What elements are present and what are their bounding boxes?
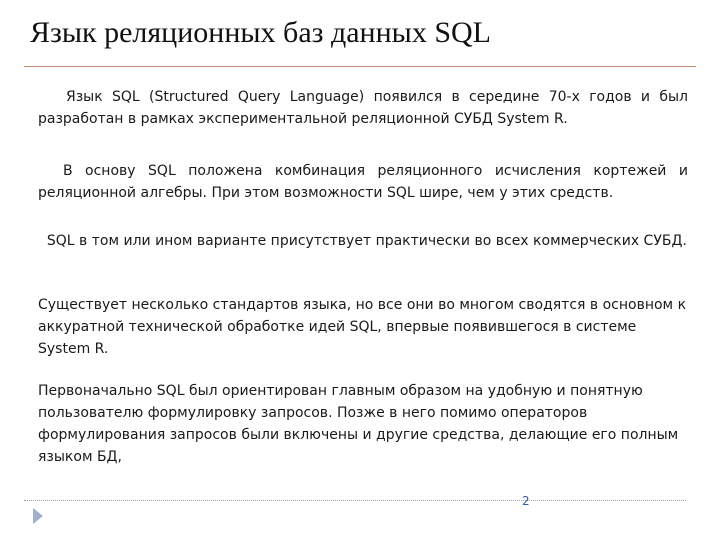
paragraph-sql-queries: Первоначально SQL был ориентирован главным образом на удобную и понятную пользователю формулировку запросов. Позже в него помимо операторов формулирования запросов были включены и другие средства, делающие его полным языком БД, — [38, 383, 679, 465]
paragraph-sql-standards: Существует несколько стандартов языка, но все они во многом сводятся в основном к аккуратной технической обработке идей SQL, впервые появившегося в системе System R. — [38, 297, 687, 357]
page-number: 2 — [522, 494, 530, 508]
title-divider — [24, 66, 696, 67]
paragraph-sql-origin: Язык SQL (Structured Query Language) появился в середине 70-х годов и был разработан в рамках экспериментальной реляционной СУБД System R. — [38, 89, 688, 127]
triangle-arrow-icon — [32, 507, 44, 525]
paragraph-sql-commercial: SQL в том или ином варианте присутствует практически во всех коммерческих СУБД. — [38, 233, 687, 249]
paragraph-sql-basis: В основу SQL положена комбинация реляционного исчисления кортежей и реляционной алгебры. При этом возможности SQL шире, чем у этих средств. — [38, 163, 688, 201]
slide-title: Язык реляционных баз данных SQL — [30, 16, 492, 49]
footer-divider — [24, 500, 686, 501]
